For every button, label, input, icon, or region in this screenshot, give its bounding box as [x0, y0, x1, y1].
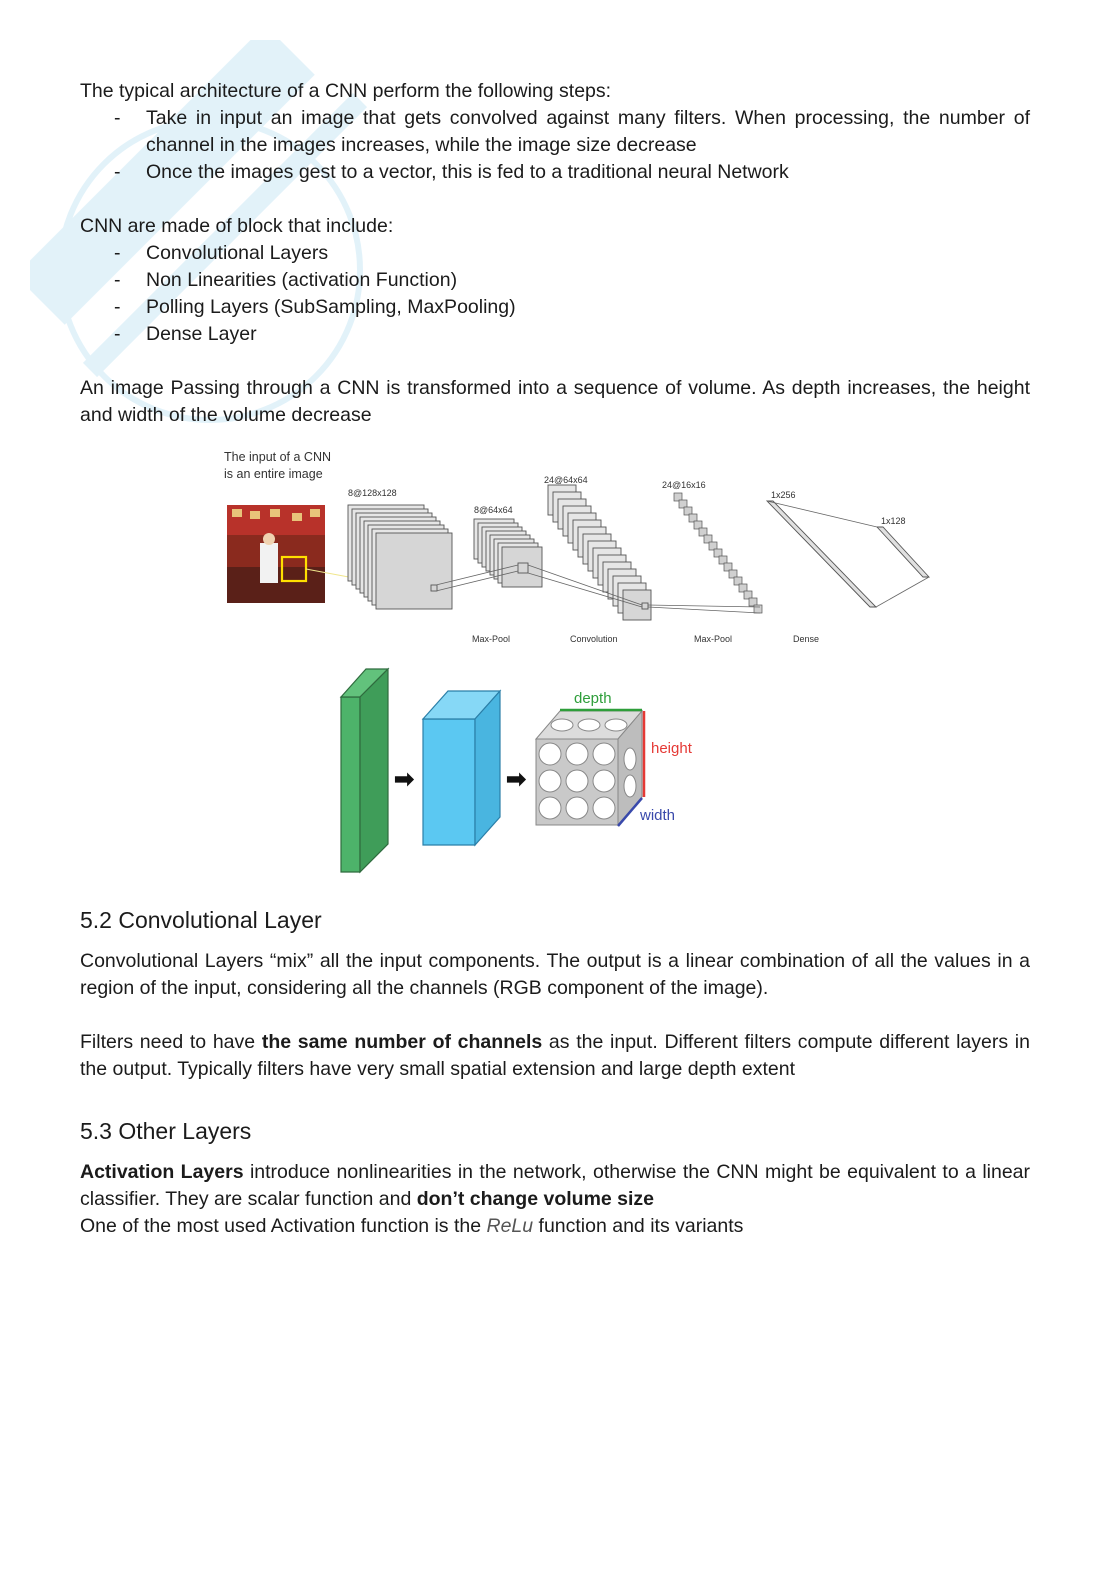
arrow-right-icon: ➡ — [506, 766, 527, 793]
width-label: width — [640, 807, 676, 824]
volume-figure — [338, 667, 738, 897]
document-page — [80, 78, 1030, 1240]
intro-lead: The typical architecture of a CNN perform the following steps: — [80, 80, 612, 102]
other-paragraph-2: One of the most used Activation function is the ReLu function and its variants — [80, 1215, 744, 1237]
cnn-architecture-figure — [222, 447, 942, 647]
intro-steps — [80, 105, 1030, 186]
list-item: - Polling Layers (SubSampling, MaxPooling) — [80, 294, 1030, 321]
emphasis-text: Activation Layers — [80, 1161, 244, 1183]
layer-stack-8-64 — [474, 519, 542, 587]
figure-caption-line1: The input of a CNN — [224, 450, 331, 464]
stage-label: Convolution — [570, 634, 618, 644]
depth-label: depth — [574, 690, 612, 707]
green-volume — [341, 669, 388, 872]
height-label: height — [651, 740, 692, 757]
relu-term: ReLu — [486, 1215, 534, 1237]
layer-stack-24-64 — [548, 485, 651, 620]
layer-stack-8-128 — [348, 505, 452, 609]
layer-label: 1x256 — [771, 490, 796, 500]
list-item: - Take in input an image that gets convolved against many filters. When processing, the number of channel in the images increases, while the image size decrease — [80, 105, 1030, 159]
volume-paragraph: An image Passing through a CNN is transformed into a sequence of volume. As depth increases, the height and width of the volume decrease — [80, 377, 1030, 426]
stage-label: Dense — [793, 634, 820, 644]
arrow-right-icon: ➡ — [394, 766, 415, 793]
conv-paragraph-2: Filters need to have the same number of channels as the input. Different filters compute different layers in the output. Typically filters have very small spatial extension and large depth extent — [80, 1031, 1030, 1080]
layer-label: 1x128 — [881, 516, 906, 526]
emphasis-text: don’t change volume size — [416, 1188, 655, 1210]
section-heading-convolutional-layer: 5.2 Convolutional Layer — [80, 907, 322, 933]
layer-label: 8@128x128 — [348, 488, 397, 498]
list-item: - Convolutional Layers — [80, 240, 1030, 267]
layer-label: 24@16x16 — [662, 480, 706, 490]
list-item: - Non Linearities (activation Function) — [80, 267, 1030, 294]
stage-label: Max-Pool — [472, 634, 511, 644]
conv-paragraph-1: Convolutional Layers “mix” all the input components. The output is a linear combination of all the values in a region of the input, considering all the channels (RGB component of the image). — [80, 950, 1030, 999]
layer-stack-24-16 — [674, 493, 762, 613]
blue-volume — [423, 691, 500, 845]
emphasis-text: the same number of channels — [261, 1031, 543, 1053]
blocks-lead: CNN are made of block that include: — [80, 215, 394, 237]
stage-label: Max-Pool — [694, 634, 733, 644]
list-item: - Once the images gest to a vector, this is fed to a traditional neural Network — [80, 159, 1030, 186]
figure-caption-line2: is an entire image — [224, 467, 323, 481]
layer-label: 8@64x64 — [474, 505, 513, 515]
other-paragraph-1: Activation Layers introduce nonlinearities in the network, otherwise the CNN might be equivalent to a linear classifier. They are scalar function and don’t change volume size — [80, 1161, 1031, 1210]
layer-label: 24@64x64 — [544, 475, 588, 485]
cnn-architecture-diagram — [222, 447, 942, 647]
list-item: - Dense Layer — [80, 321, 1030, 348]
volume-diagram — [338, 667, 738, 897]
blocks-list — [80, 240, 1030, 348]
neuron-cube — [536, 710, 644, 826]
section-heading-other-layers: 5.3 Other Layers — [80, 1118, 252, 1144]
